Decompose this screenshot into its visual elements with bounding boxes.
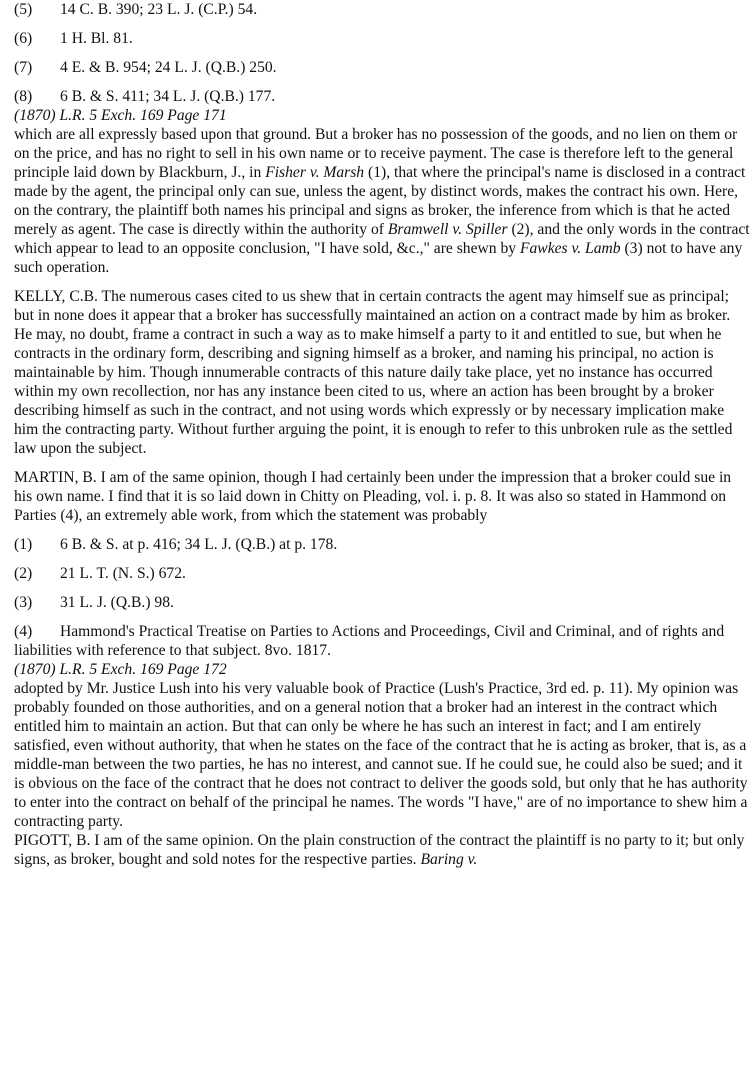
page-marker: (1870) L.R. 5 Exch. 169 Page 171: [14, 107, 227, 124]
paragraph: [14, 125, 750, 277]
case-citation: Fisher v. Marsh: [265, 164, 365, 181]
footnote: [14, 535, 750, 554]
footnote-number: (2): [14, 565, 33, 582]
footnote-number: (3): [14, 594, 33, 611]
footnote: [14, 29, 750, 48]
footnote-number: (4): [14, 623, 33, 640]
paragraph-text: (2), and the only words in the contract which appear to lead to an opposite conclusion, "I have sold, &c.," are shewn by: [14, 221, 750, 257]
footnote-number: (7): [14, 59, 33, 76]
case-citation: Bramwell v. Spiller: [387, 221, 508, 238]
paragraph-kelly: KELLY, C.B. The numerous cases cited to us shew that in certain contracts the agent may himself sue as principal; but in none does it appear that a broker has successfully maintained an action on a contract made by him as broker. He may, no doubt, frame a contract in such a way as to make himself a party to it and entitled to sue, but when he contracts in the ordinary form, describing and signing himself as a broker, and naming his principal, no action is maintainable by him. Though innumerable contracts of this nature daily take place, yet no instance has occurred within my own recollection, nor has any instance been cited to us, where an action has been brought by a broker describing himself as such in the contract, and not using words which expressly or by necessary implication make him the contracting party. Without further arguing the point, it is enough to refer to this unbroken rule as the settled law upon the subject.: [14, 288, 733, 457]
case-citation: Baring v.: [420, 851, 478, 868]
footnote-number: (5): [14, 1, 33, 18]
footnote: [14, 58, 750, 77]
paragraph-pigott: [14, 831, 750, 869]
footnote: [14, 564, 750, 583]
footnote-text: Hammond's Practical Treatise on Parties to Actions and Proceedings, Civil and Criminal, and of rights and liabilities with reference to that subject. 8vo. 1817.: [14, 623, 725, 659]
paragraph-martin: MARTIN, B. I am of the same opinion, though I had certainly been under the impression that a broker could sue in his own name. I find that it is so laid down in Chitty on Pleading, vol. i. p. 8. It was also so stated in Hammond on Parties (4), an extremely able work, from which the statement was probably: [14, 469, 732, 524]
footnote-number: (1): [14, 536, 33, 553]
footnote-text: 14 C. B. 390; 23 L. J. (C.P.) 54.: [60, 1, 258, 18]
footnote-text: 4 E. & B. 954; 24 L. J. (Q.B.) 250.: [60, 59, 277, 76]
footnote-number: (6): [14, 30, 33, 47]
footnote-text: 21 L. T. (N. S.) 672.: [60, 565, 186, 582]
paragraph-text: (1), that where the principal's name is disclosed in a contract made by the agent, the principal only can sue, unless the agent, by distinct words, makes the contract his own. Here, on the contrary, the plaintiff both names his principal and signs as broker, the inference from which is that he acted merely as agent. The case is directly within the authority of: [14, 164, 746, 238]
footnote: [14, 593, 750, 612]
footnote-number: (8): [14, 88, 33, 105]
footnote: [14, 622, 750, 660]
paragraph-martin-continued: adopted by Mr. Justice Lush into his very valuable book of Practice (Lush's Practice, 3rd ed. p. 11). My opinion was probably founded on those authorities, and on a general notion that a broker had an interest in the contract which entitled him to maintain an action. But that can only be where he has such an interest in fact; and I am entirely satisfied, even without authority, that when he states on the face of the contract that he is acting as broker, that is, as a middle-man between the two parties, he has no interest, and cannot sue. If he could sue, he could also be sued; and it is obvious on the face of the contract that he does not contract to deliver the goods sold, but only that he has authority to enter into the contract on behalf of the principal he names. The words "I have," are of no importance to shew him a contracting party.: [14, 680, 748, 830]
case-citation: Fawkes v. Lamb: [519, 240, 621, 257]
footnote-text: 6 B. & S. 411; 34 L. J. (Q.B.) 177.: [60, 88, 276, 105]
page-marker: (1870) L.R. 5 Exch. 169 Page 172: [14, 661, 227, 678]
footnote-text: 31 L. J. (Q.B.) 98.: [60, 594, 174, 611]
paragraph-text: PIGOTT, B. I am of the same opinion. On the plain construction of the contract the plaintiff is no party to it; but only signs, as broker, bought and sold notes for the respective parties.: [14, 832, 745, 868]
paragraph-text: (3) not to have any such operation.: [14, 240, 743, 276]
footnote-text: 6 B. & S. at p. 416; 34 L. J. (Q.B.) at p. 178.: [60, 536, 338, 553]
footnote-text: 1 H. Bl. 81.: [60, 30, 133, 47]
footnote: [14, 87, 750, 106]
footnote: [14, 0, 750, 19]
paragraph-text: which are all expressly based upon that ground. But a broker has no possession of the goods, and no lien on them or on the price, and has no right to sell in his own name or to receive payment. The case is therefore left to the general principle laid down by Blackburn, J., in: [14, 126, 738, 181]
